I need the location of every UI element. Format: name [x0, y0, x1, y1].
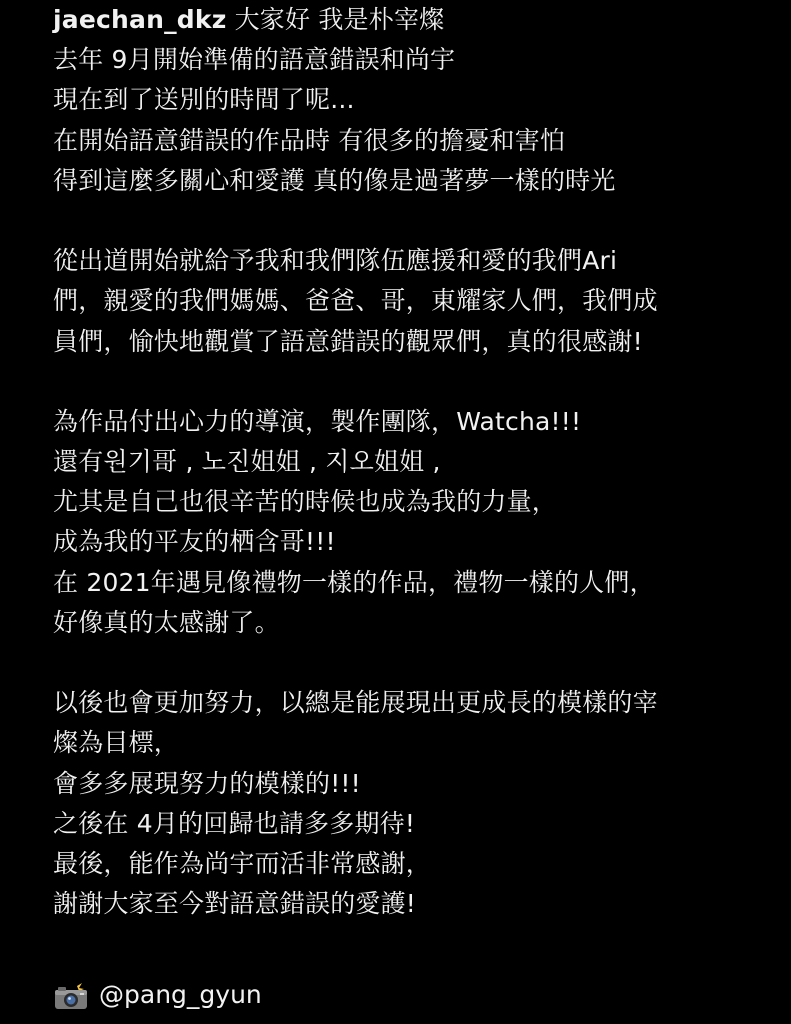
caption-line: 好像真的太感謝了。 [53, 607, 280, 637]
caption-first-line [53, 0, 753, 40]
paragraph-spacer [53, 643, 753, 683]
camera-flash-icon [53, 981, 89, 1009]
caption-line: 們，親愛的我們媽媽、爸爸、哥，東耀家人們，我們成 [53, 286, 658, 316]
caption-line: 還有원기哥 , 노진姐姐 , 지오姐姐 , [53, 447, 441, 477]
paragraph-spacer [53, 362, 753, 402]
paragraph-spacer [53, 201, 753, 241]
caption-line: 會多多展現努力的模樣的!!! [53, 768, 361, 798]
username-link[interactable]: jaechan_dkz [53, 5, 227, 34]
caption-line: 從出道開始就給予我和我們隊伍應援和愛的我們Ari [53, 246, 618, 276]
caption-line: 燦為目標， [53, 728, 180, 758]
caption-line: 現在到了送別的時間了呢... [53, 85, 355, 115]
caption-line: 尤其是自己也很辛苦的時候也成為我的力量， [53, 487, 558, 517]
caption-line: 之後在 4月的回歸也請多多期待! [53, 808, 416, 838]
caption-line: 去年 9月開始準備的語意錯誤和尚宇 [53, 45, 456, 75]
photo-credit [53, 975, 262, 1015]
caption-line: 在開始語意錯誤的作品時 有很多的擔憂和害怕 [53, 125, 566, 155]
caption-line: 成為我的平友的栖含哥!!! [53, 527, 336, 557]
caption-line: 員們，愉快地觀賞了語意錯誤的觀眾們，真的很感謝! [53, 326, 643, 356]
caption-line: 謝謝大家至今對語意錯誤的愛護! [53, 889, 417, 919]
greeting-text: 大家好 我是朴宰燦 [226, 5, 445, 34]
caption-line: 以後也會更加努力，以總是能展現出更成長的模樣的宰 [53, 688, 658, 718]
post-caption [53, 0, 753, 924]
credit-handle-link[interactable]: @pang_gyun [99, 980, 262, 1009]
caption-line: 為作品付出心力的導演，製作團隊，Watcha!!! [53, 406, 582, 436]
caption-line: 最後，能作為尚宇而活非常感謝， [53, 848, 432, 878]
caption-line: 得到這麼多關心和愛護 真的像是過著夢一樣的時光 [53, 165, 616, 195]
caption-line: 在 2021年遇見像禮物一樣的作品，禮物一樣的人們， [53, 567, 655, 597]
